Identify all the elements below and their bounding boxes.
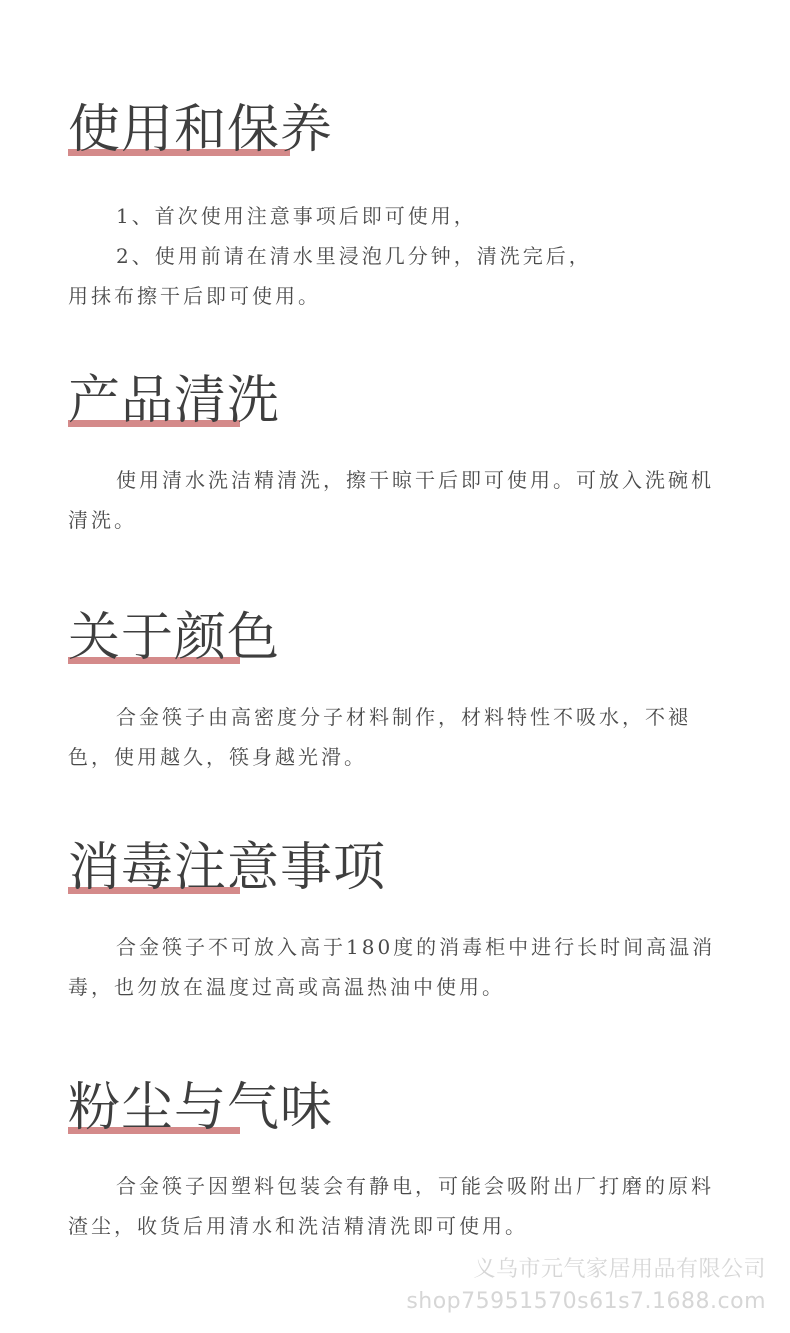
heading-dust-odor: 粉尘与气味	[68, 1078, 334, 1138]
section-heading	[68, 606, 280, 670]
paragraph: 使用清水洗洁精清洗，擦干晾干后即可使用。可放入洗碗机清洗。	[68, 468, 714, 532]
section-about-color	[68, 606, 728, 777]
section-heading	[68, 369, 280, 433]
paragraph: 用抹布擦干后即可使用。	[68, 284, 321, 308]
section-product-cleaning	[68, 369, 728, 540]
heading-product-cleaning: 产品清洗	[68, 371, 281, 431]
paragraph: 1、首次使用注意事项后即可使用，	[116, 204, 477, 228]
section-heading	[68, 1076, 333, 1140]
paragraph: 合金筷子由高密度分子材料制作，材料特性不吸水，不褪色，使用越久，筷身越光滑。	[68, 705, 691, 769]
section-disinfection	[68, 836, 728, 1007]
watermark-company: 义乌市元气家居用品有限公司	[473, 1257, 766, 1282]
section-usage-care	[68, 98, 728, 316]
section-dust-odor	[68, 1076, 728, 1246]
paragraph: 2、使用前请在清水里浸泡几分钟，清洗完后，	[116, 244, 592, 268]
paragraph: 合金筷子不可放入高于180度的消毒柜中进行长时间高温消毒，也勿放在温度过高或高温热油中使用。	[68, 935, 716, 999]
heading-usage-care: 使用和保养	[68, 100, 334, 160]
section-heading	[68, 98, 333, 162]
paragraph: 合金筷子因塑料包装会有静电，可能会吸附出厂打磨的原料渣尘，收货后用清水和洗洁精清洗即可使用。	[68, 1174, 714, 1238]
section-heading	[68, 836, 386, 900]
watermark-url: shop75951570s61s7.1688.com	[406, 1289, 766, 1314]
heading-about-color: 关于颜色	[68, 608, 281, 668]
heading-disinfection: 消毒注意事项	[68, 838, 387, 898]
